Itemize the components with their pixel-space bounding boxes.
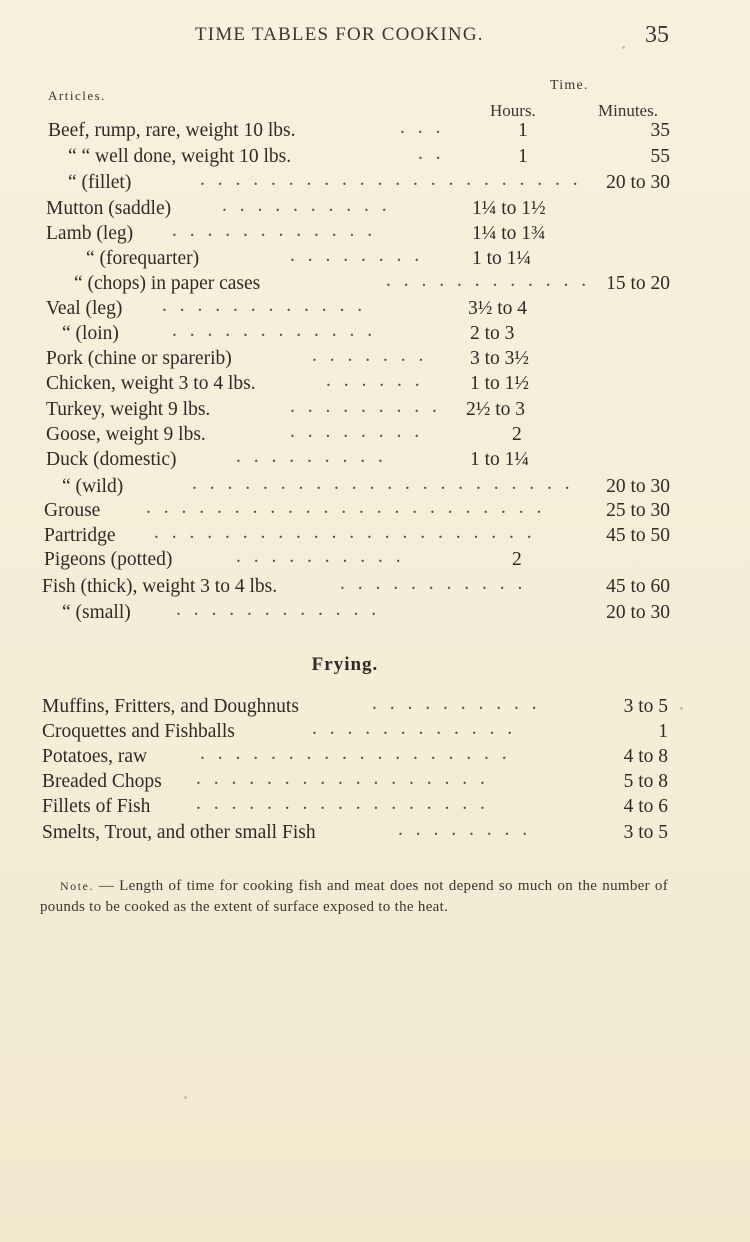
leader-dots: . . . . . . . . <box>290 421 424 442</box>
article-name: “ (fillet) <box>68 172 132 193</box>
hours-value: 2½ to 3 <box>466 399 526 420</box>
article-name: “ (chops) in paper cases <box>74 273 261 294</box>
minutes-value: 45 to 50 <box>606 525 670 546</box>
table-row <box>0 794 750 819</box>
leader-dots: . . . <box>400 117 445 138</box>
article-name: Mutton (saddle) <box>46 198 172 219</box>
leader-dots: . . . . . . . . . . . . . . . . . . . . . . <box>200 169 582 190</box>
hours-value: 1 to 1½ <box>470 373 530 394</box>
article-name: “ (wild) <box>62 476 124 497</box>
article-name: Veal (leg) <box>46 298 123 319</box>
hours-value: 2 to 3 <box>470 323 515 344</box>
article-name: Muffins, Fritters, and Doughnuts <box>42 696 299 717</box>
minutes-value: 15 to 20 <box>606 273 670 294</box>
article-name: Pork (chine or sparerib) <box>46 348 232 369</box>
article-name: Turkey, weight 9 lbs. <box>46 399 211 420</box>
article-name: Breaded Chops <box>42 771 162 792</box>
minutes-value: 20 to 30 <box>606 602 670 623</box>
footnote <box>40 876 668 918</box>
minutes-value: 35 <box>650 120 670 141</box>
leader-dots: . . . . . . . . <box>398 819 532 840</box>
leader-dots: . . . . . . <box>326 370 424 391</box>
leader-dots: . . . . . . . <box>312 345 428 366</box>
leader-dots: . . . . . . . . . . . . . . . . . <box>196 768 489 789</box>
leader-dots: . . . . . . . . . . <box>372 693 541 714</box>
time-value: 3 to 5 <box>623 822 668 843</box>
time-value: 4 to 6 <box>623 796 668 817</box>
leader-dots: . . . . . . . . <box>290 245 424 266</box>
paper-speck <box>622 46 625 49</box>
leader-dots: . . . . . . . . . . . . <box>162 295 367 316</box>
leader-dots: . . . . . . . . . . <box>236 546 405 567</box>
article-name: “ (small) <box>62 602 131 623</box>
article-name: Potatoes, raw <box>42 746 148 767</box>
article-name: Grouse <box>44 500 101 521</box>
minutes-value: 20 to 30 <box>606 172 670 193</box>
table-row <box>0 600 750 625</box>
time-column-header: Time. <box>550 78 589 93</box>
article-name: Partridge <box>44 525 116 546</box>
time-value: 1 <box>658 721 668 742</box>
leader-dots: . . . . . . . . . . . . <box>312 718 517 739</box>
leader-dots: . . . . . . . . . . . <box>340 573 527 594</box>
hours-value: 1 <box>518 146 528 167</box>
minutes-value: 45 to 60 <box>606 576 670 597</box>
table-row <box>0 246 750 271</box>
page-number: 35 <box>645 22 669 48</box>
table-row <box>0 170 750 195</box>
leader-dots: . . . . . . . . . . . . <box>172 220 377 241</box>
minutes-value: 55 <box>650 146 670 167</box>
hours-column-header: Hours. <box>490 101 536 120</box>
hours-value: 2 <box>512 549 522 570</box>
article-name: “ (forequarter) <box>86 248 200 269</box>
table-row <box>0 118 750 143</box>
leader-dots: . . . . . . . . . <box>290 396 441 417</box>
article-name: Pigeons (potted) <box>44 549 173 570</box>
note-label: Note. <box>60 879 94 893</box>
articles-column-header: Articles. <box>48 88 106 103</box>
running-head: TIME TABLES FOR COOKING. <box>195 24 484 45</box>
table-row <box>0 547 750 572</box>
leader-dots: . . . . . . . . . . . . <box>172 320 377 341</box>
paper-speck <box>184 1096 187 1099</box>
hours-value: 3½ to 4 <box>468 298 528 319</box>
article-name: Fish (thick), weight 3 to 4 lbs. <box>42 576 278 597</box>
leader-dots: . . . . . . . . . . . . . . . . . <box>196 793 489 814</box>
hours-value: 1 to 1¼ <box>470 449 530 470</box>
article-name: Chicken, weight 3 to 4 lbs. <box>46 373 256 394</box>
leader-dots: . . . . . . . . . . . . <box>176 599 381 620</box>
table-row <box>0 820 750 845</box>
frying-title-text: Frying. <box>311 654 379 675</box>
leader-dots: . . . . . . . . . . . . . . . . . . <box>200 743 511 764</box>
table-row <box>0 371 750 396</box>
table-row <box>0 144 750 169</box>
table-row <box>0 271 750 296</box>
hours-value: 2 <box>512 424 522 445</box>
note-text: — Length of time for cooking fish and meat does not depend so much on the number of pounds to be cooked as the extent of surface exposed to the heat. <box>40 878 668 915</box>
article-name: “ “ well done, weight 10 lbs. <box>68 146 292 167</box>
hours-value: 1¼ to 1½ <box>472 198 546 219</box>
hours-value: 1¼ to 1¾ <box>472 223 546 244</box>
article-name: “ (loin) <box>62 323 119 344</box>
hours-value: 3 to 3½ <box>470 348 530 369</box>
minutes-value: 25 to 30 <box>606 500 670 521</box>
leader-dots: . . . . . . . . . . . . . . . . . . . . . . <box>192 473 574 494</box>
hours-value: 1 to 1¼ <box>472 248 532 269</box>
paper-speck <box>680 707 683 710</box>
frying-section-title <box>0 654 750 676</box>
article-name: Croquettes and Fishballs <box>42 721 235 742</box>
hours-value: 1 <box>518 120 528 141</box>
article-name: Smelts, Trout, and other small Fish <box>42 822 316 843</box>
time-value: 4 to 8 <box>623 746 668 767</box>
minutes-column-header: Minutes. <box>598 101 658 120</box>
article-name: Beef, rump, rare, weight 10 lbs. <box>48 120 296 141</box>
time-value: 3 to 5 <box>623 696 668 717</box>
leader-dots: . . . . . . . . . . . . . . . . . . . . . . . <box>146 497 546 518</box>
leader-dots: . . <box>418 143 445 164</box>
leader-dots: . . . . . . . . . . . . <box>386 270 591 291</box>
article-name: Duck (domestic) <box>46 449 177 470</box>
article-name: Fillets of Fish <box>42 796 151 817</box>
leader-dots: . . . . . . . . . <box>236 446 387 467</box>
leader-dots: . . . . . . . . . . . . . . . . . . . . . . <box>154 522 536 543</box>
table-row <box>0 447 750 472</box>
time-value: 5 to 8 <box>623 771 668 792</box>
minutes-value: 20 to 30 <box>606 476 670 497</box>
leader-dots: . . . . . . . . . . <box>222 195 391 216</box>
table-row <box>0 574 750 599</box>
article-name: Lamb (leg) <box>46 223 134 244</box>
article-name: Goose, weight 9 lbs. <box>46 424 206 445</box>
